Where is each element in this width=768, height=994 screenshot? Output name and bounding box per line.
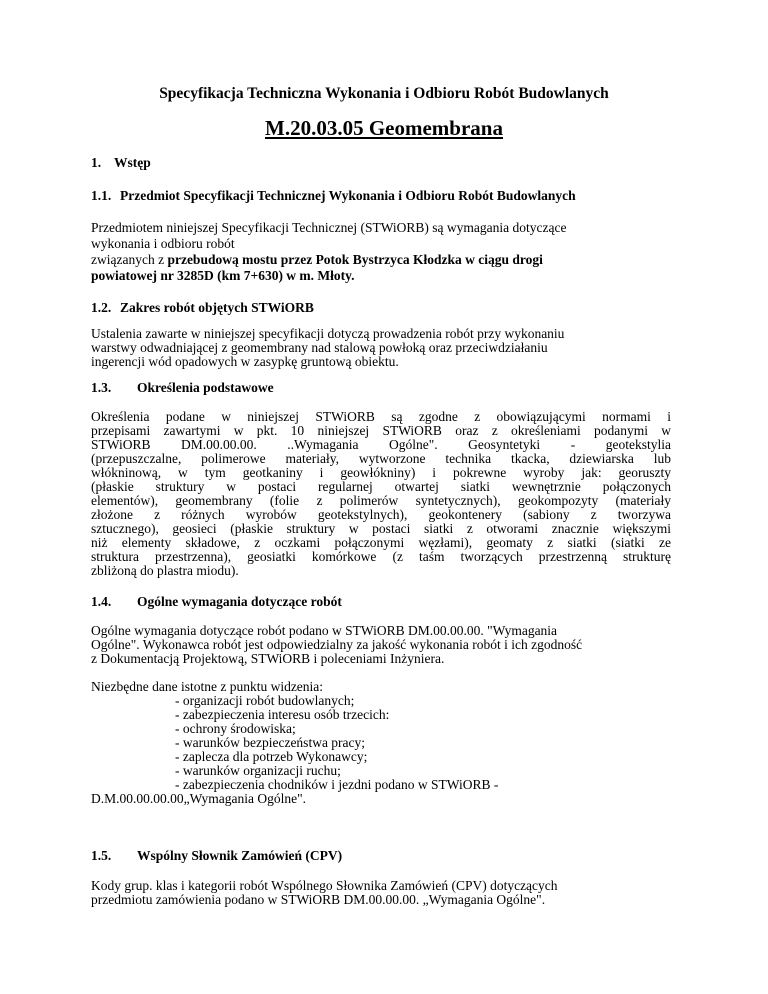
- list-item: - zaplecza dla potrzeb Wykonawcy;: [175, 749, 368, 764]
- paragraph-line: warstwy odwadniającej z geomembrany nad stalową powłoką oraz przeciwdziałaniu: [91, 340, 548, 355]
- section-1-1-body: [91, 220, 671, 284]
- requirements-block: [91, 680, 691, 806]
- paragraph-line: złożone z różnych wyrobów geotekstylnych), geokontenery (sabiony z tworzywa: [91, 507, 671, 522]
- paragraph-line: [91, 252, 671, 268]
- section-title: Przedmiot Specyfikacji Technicznej Wykonania i Odbioru Robót Budowlanych: [120, 188, 576, 203]
- paragraph-line: Przedmiotem niniejszej Specyfikacji Technicznej (STWiORB) są wymagania dotyczące: [91, 220, 567, 235]
- paragraph-line: Kody grup. klas i kategorii robót Wspólnego Słownika Zamówień (CPV) dotyczących: [91, 878, 558, 893]
- paragraph-line: struktura przestrzenna), geosiatki komórkowe (z taśm tworzących przestrzenną strukturę: [91, 549, 671, 564]
- paragraph-line: elementów), geomembrany (folie z polimerów syntetycznych), geokompozyty (materiały: [91, 493, 671, 508]
- document-title: M.20.03.05 Geomembrana: [265, 116, 503, 140]
- paragraph-line: włókninową, w tym geotkaniny i geowłókniny) i pokrewne wyroby jak: georuszty: [91, 465, 671, 480]
- section-1-2-body: [91, 327, 671, 369]
- section-number: 1.3.: [91, 380, 112, 395]
- paragraph-line: ingerencji wód opadowych w zasypkę gruntową obiektu.: [91, 354, 399, 369]
- section-number: 1.1.: [91, 188, 112, 203]
- section-number: 1.2.: [91, 300, 112, 315]
- paragraph-line: przepisami zawartymi w pkt. 10 niniejszej STWiORB oraz z określeniami podanymi w: [91, 423, 671, 438]
- section-number: 1.5.: [91, 848, 112, 863]
- paragraph-line: [91, 268, 671, 284]
- paragraph-line: Określenia podane w niniejszej STWiORB są zgodne z obowiązującymi normami i: [91, 409, 671, 424]
- section-1-4-body: [91, 624, 691, 666]
- paragraph-line: Ogólne wymagania dotyczące robót podano w STWiORB DM.00.00.00. "Wymagania: [91, 623, 558, 638]
- list-intro: Niezbędne dane istotne z punktu widzenia:: [91, 679, 324, 694]
- section-1-3-heading: [91, 380, 274, 396]
- list-item: - warunków organizacji ruchu;: [175, 763, 341, 778]
- section-1-heading: [91, 155, 151, 171]
- paragraph-line: zbliżoną do plastra miodu).: [91, 563, 239, 578]
- paragraph-line: Ogólne". Wykonawca robót jest odpowiedzialny za jakość wykonania robót i ich zgodność: [91, 637, 583, 652]
- section-1-4-heading: [91, 594, 342, 610]
- section-1-5-heading: [91, 848, 342, 864]
- section-title: Wspólny Słownik Zamówień (CPV): [137, 848, 343, 863]
- paragraph-line: (płaskie struktury w postaci regularnej otwartej siatki wewnętrznie połączonych: [91, 479, 671, 494]
- section-title: Zakres robót objętych STWiORB: [120, 300, 314, 315]
- section-title: Określenia podstawowe: [137, 380, 274, 395]
- paragraph-line: Ustalenia zawarte w niniejszej specyfikacji dotyczą prowadzenia robót przy wykonaniu: [91, 326, 565, 341]
- paragraph-line: przedmiotu zamówienia podano w STWiORB DM.00.00.00. „Wymagania Ogólne".: [91, 892, 546, 907]
- list-tail: D.M.00.00.00.00„Wymagania Ogólne".: [91, 791, 307, 806]
- requirements-list: [175, 694, 691, 792]
- section-title: Ogólne wymagania dotyczące robót: [137, 594, 342, 609]
- paragraph-line: wykonania i odbioru robót: [91, 236, 235, 251]
- list-item: - zabezpieczenia interesu osób trzecich:: [175, 707, 390, 722]
- paragraph-line: sztucznego), geosieci (płaskie struktury w postaci siatki z otworami znacznie większymi: [91, 521, 671, 536]
- text-run: związanych z: [91, 252, 168, 267]
- list-item: - warunków bezpieczeństwa pracy;: [175, 735, 366, 750]
- project-location-bold: powiatowej nr 3285D (km 7+630) w m. Młoty.: [91, 268, 355, 283]
- list-item: - organizacji robót budowlanych;: [175, 693, 355, 708]
- list-item: - ochrony środowiska;: [175, 721, 296, 736]
- section-title: Wstęp: [114, 155, 151, 170]
- paragraph-line: (przepuszczalne, polimerowe materiały, wytworzone technika tkacka, dziewiarska lub: [91, 451, 671, 466]
- section-1-3-body: [91, 410, 671, 578]
- paragraph-line: STWiORB DM.00.00.00. ..Wymagania Ogólne". Geosyntetyki - geotekstylia: [91, 437, 671, 452]
- section-1-2-heading: [91, 300, 314, 316]
- project-name-bold: przebudową mostu przez Potok Bystrzyca Kłodzka w ciągu drogi: [167, 252, 543, 267]
- list-item: - zabezpieczenia chodników i jezdni podano w STWiORB -: [175, 777, 499, 792]
- section-1-1-heading: [91, 188, 576, 204]
- document-header: Specyfikacja Techniczna Wykonania i Odbioru Robót Budowlanych: [159, 85, 609, 102]
- section-1-5-body: [91, 879, 691, 907]
- section-number: 1.4.: [91, 594, 112, 609]
- paragraph-line: z Dokumentacją Projektową, STWiORB i poleceniami Inżyniera.: [91, 651, 445, 666]
- section-number: 1.: [91, 155, 102, 170]
- paragraph-line: niż elementy składowe, z oczkami połączonymi węzłami), geomaty z siatki (siatki ze: [91, 535, 671, 550]
